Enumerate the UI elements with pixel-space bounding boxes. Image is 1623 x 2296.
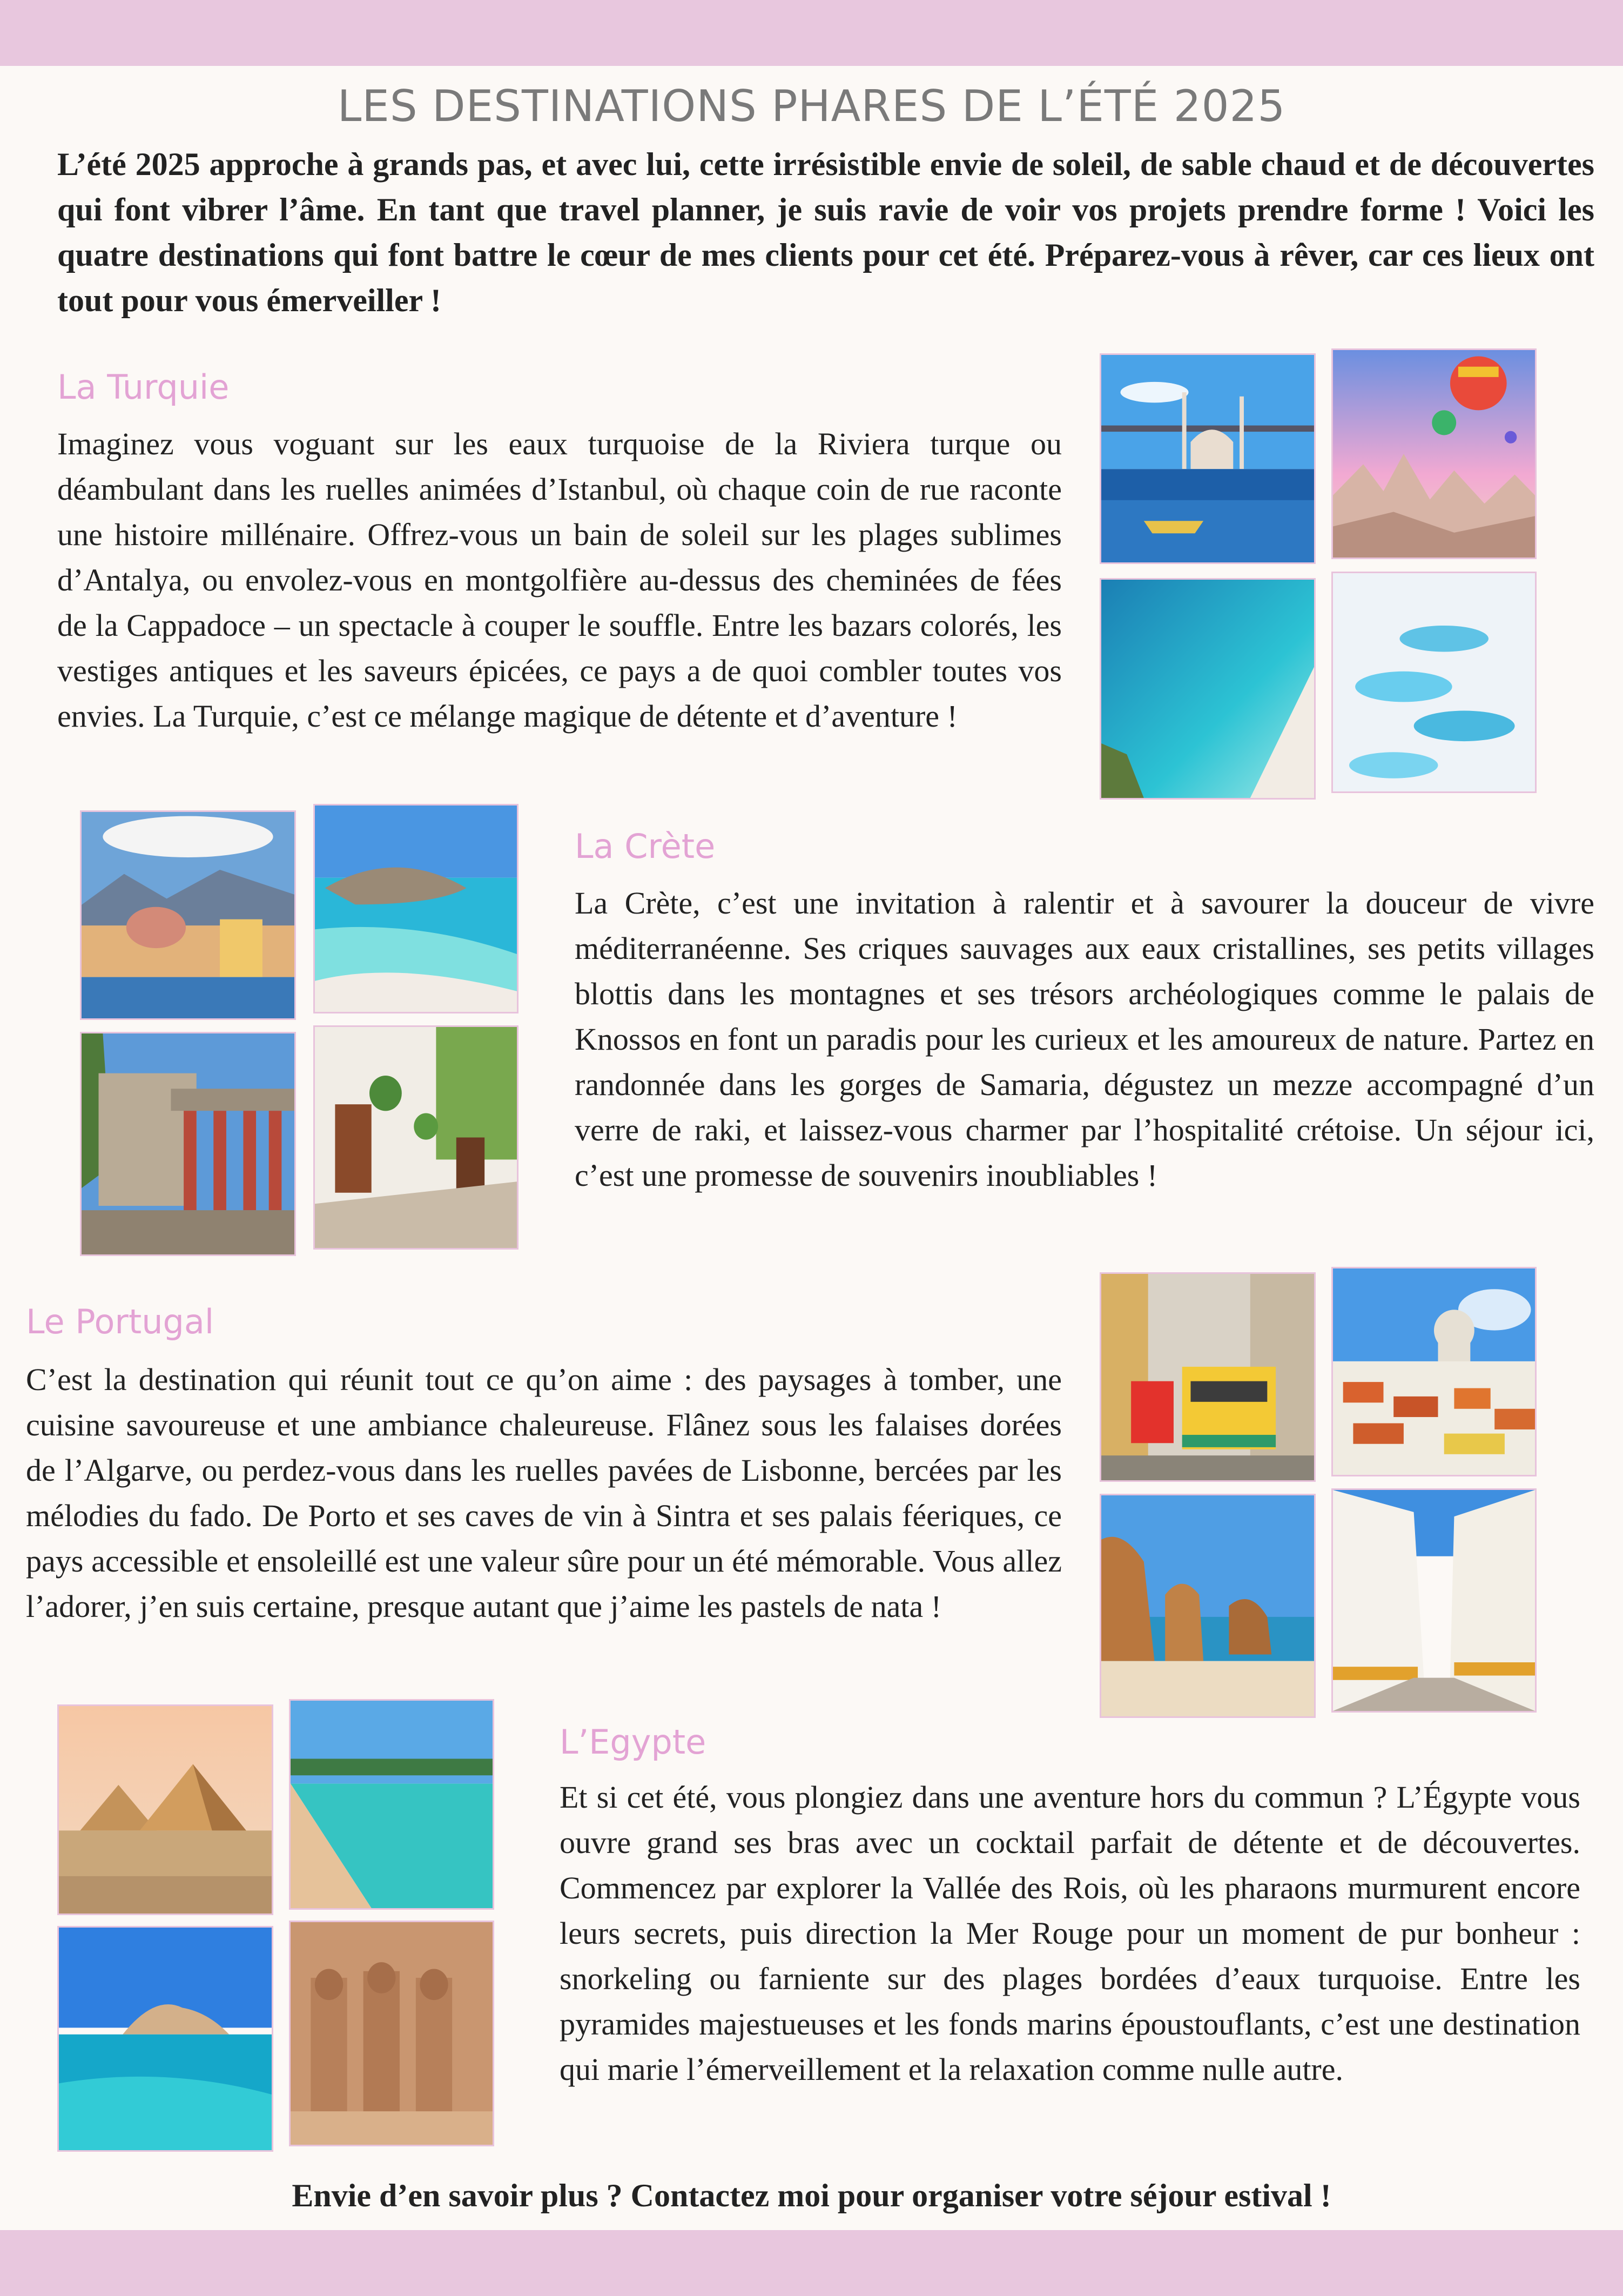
top-decorative-band: [0, 0, 1623, 66]
photo-algarve-cliffs: [1100, 1494, 1316, 1718]
photo-cappadocia-balloons: [1331, 348, 1537, 559]
photo-red-sea-beach: [289, 1699, 494, 1910]
photo-lisbon-tram: [1100, 1272, 1316, 1482]
section-heading-egypte: L’Egypte: [560, 1722, 706, 1762]
photo-abu-simbel: [289, 1921, 494, 2146]
photo-istanbul-mosque: [1100, 353, 1316, 564]
closing-call-to-action: Envie d’en savoir plus ? Contactez moi pour organiser votre séjour estival !: [292, 2178, 1331, 2213]
intro-paragraph: L’été 2025 approche à grands pas, et avec lui, cette irrésistible envie de soleil, de sable chaud et de découvertes qui font vibrer l’âme. En tant que travel planner, je suis ravie de voir vos projets prendre forme ! Voici les quatre destinations qui font battre le cœur de mes clients pour cet été. Préparez-vous à rêver, car ces lieux ont tout pour vous émerveiller !: [57, 146, 1594, 318]
photo-portuguese-street: [1331, 1488, 1537, 1713]
photo-pamukkale-terraces: [1331, 572, 1537, 793]
photo-chania-harbour: [80, 810, 296, 1020]
section-heading-crete: La Crète: [575, 827, 716, 866]
section-heading-portugal: Le Portugal: [26, 1302, 214, 1341]
photo-turquoise-beach: [1100, 578, 1316, 800]
photo-giza-pyramids: [57, 1704, 273, 1915]
section-body-crete: La Crète, c’est une invitation à ralentir et à savourer la douceur de vivre méditerranéenne. Ses criques sauvages aux eaux cristallines, ses petits villages blottis dans les montagnes et ses trésors archéologiques comme le palais de Knossos en font un paradis pour les curieux et les amoureux de nature. Partez en randonnée dans les gorges de Samaria, dégustez un mezze accompagné d’un verre de raki, et laissez-vous charmer par l’hospitalité crétoise. Un séjour ici, c’est une promesse de souvenirs inoubliables !: [575, 885, 1594, 1193]
bottom-decorative-band: [0, 2230, 1623, 2296]
photo-balos-lagoon: [313, 804, 518, 1013]
section-body-turquie: Imaginez vous voguant sur les eaux turquoise de la Riviera turque ou déambulant dans les ruelles animées d’Istanbul, où chaque coin de rue raconte une histoire millénaire. Offrez-vous un bain de soleil sur les plages sublimes d’Antalya, ou envolez-vous en montgolfière au-dessus des cheminées de fées de la Cappadoce – un spectacle à couper le souffle. Entre les bazars colorés, les vestiges antiques et les saveurs épicées, ce pays a de quoi combler toutes vos envies. La Turquie, c’est ce mélange magique de détente et d’aventure !: [57, 426, 1062, 734]
page-title: LES DESTINATIONS PHARES DE L’ÉTÉ 2025: [337, 81, 1286, 131]
section-heading-turquie: La Turquie: [57, 367, 230, 407]
section-body-portugal: C’est la destination qui réunit tout ce qu’on aime : des paysages à tomber, une cuisine savoureuse et une ambiance chaleureuse. Flânez sous les falaises dorées de l’Algarve, ou perdez-vous dans les ruelles pavées de Lisbonne, bercées par les mélodies du fado. De Porto et ses caves de vin à Sintra et ses palais féeriques, ce pays accessible et ensoleillé est une valeur sûre pour un été mémorable. Vous allez l’adorer, j’en suis certaine, presque autant que j’aime les pastels de nata !: [26, 1362, 1062, 1624]
section-body-egypte: Et si cet été, vous plongiez dans une aventure hors du commun ? L’Égypte vous ouvre grand ses bras avec un cocktail parfait de détente et de découvertes. Commencez par explorer la Vallée des Rois, où les pharaons murmurent encore leurs secrets, puis direction la Mer Rouge pour un moment de pur bonheur : snorkeling ou farniente sur des plages bordées d’eaux turquoise. Entre les pyramides majestueuses et les fonds marins époustouflants, c’est une destination qui marie l’émerveillement et la relaxation comme nulle autre.: [560, 1780, 1580, 2087]
photo-cretan-alley: [313, 1025, 518, 1250]
photo-egypt-island-lagoon: [57, 1926, 273, 2152]
photo-lisbon-rooftops: [1331, 1267, 1537, 1476]
photo-knossos-palace: [80, 1032, 296, 1256]
